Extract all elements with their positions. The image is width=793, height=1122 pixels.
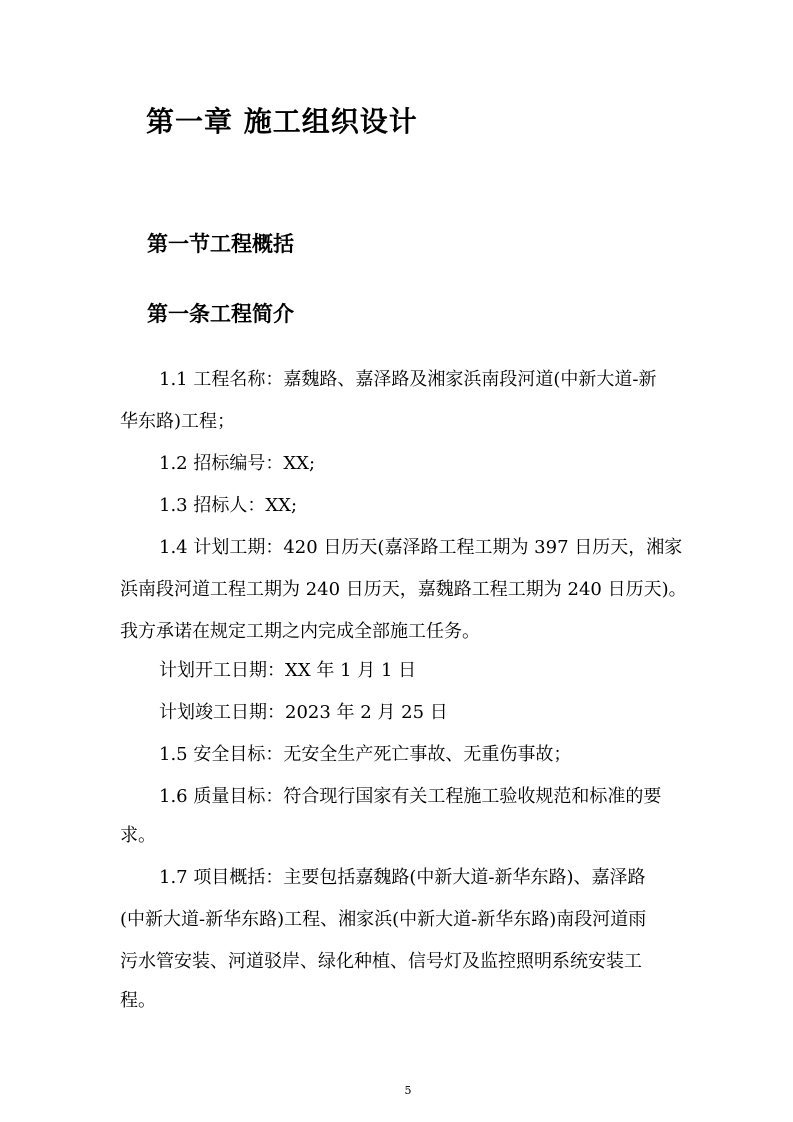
article-title: 第一条工程简介 xyxy=(147,302,294,326)
text-line: 1.5 安全目标：无安全生产死亡事故、无重伤事故； xyxy=(159,744,572,765)
text-line: 求。 xyxy=(120,825,156,846)
text-line: 华东路)工程； xyxy=(120,411,236,432)
text-line: 污水管安装、河道驳岸、绿化种植、信号灯及监控照明系统安装工 xyxy=(120,951,642,972)
text-line: 1.6 质量目标：符合现行国家有关工程施工验收规范和标准的要 xyxy=(159,786,662,807)
chapter-title: 第一章 施工组织设计 xyxy=(146,105,418,138)
text-line: 1.2 招标编号：XX; xyxy=(159,453,316,474)
text-line: 我方承诺在规定工期之内完成全部施工任务。 xyxy=(120,621,480,642)
text-line: (中新大道-新华东路)工程、湘家浜(中新大道-新华东路)南段河道雨 xyxy=(120,909,647,930)
text-line: 1.3 招标人：XX; xyxy=(159,495,298,516)
text-line: 程。 xyxy=(120,990,156,1011)
text-line: 1.7 项目概括：主要包括嘉魏路(中新大道-新华东路)、嘉泽路 xyxy=(159,867,646,888)
section-title: 第一节工程概括 xyxy=(147,232,294,256)
text-line: 1.1 工程名称：嘉魏路、嘉泽路及湘家浜南段河道(中新大道-新 xyxy=(159,369,657,390)
page-number: 5 xyxy=(404,1084,412,1097)
text-line: 计划竣工日期：2023 年 2 月 25 日 xyxy=(159,702,448,723)
text-line: 1.4 计划工期：420 日历天(嘉泽路工程工期为 397 日历天，湘家 xyxy=(159,537,683,558)
text-line: 浜南段河道工程工期为 240 日历天，嘉魏路工程工期为 240 日历天)。 xyxy=(120,579,687,600)
text-line: 计划开工日期：XX 年 1 月 1 日 xyxy=(159,660,417,681)
